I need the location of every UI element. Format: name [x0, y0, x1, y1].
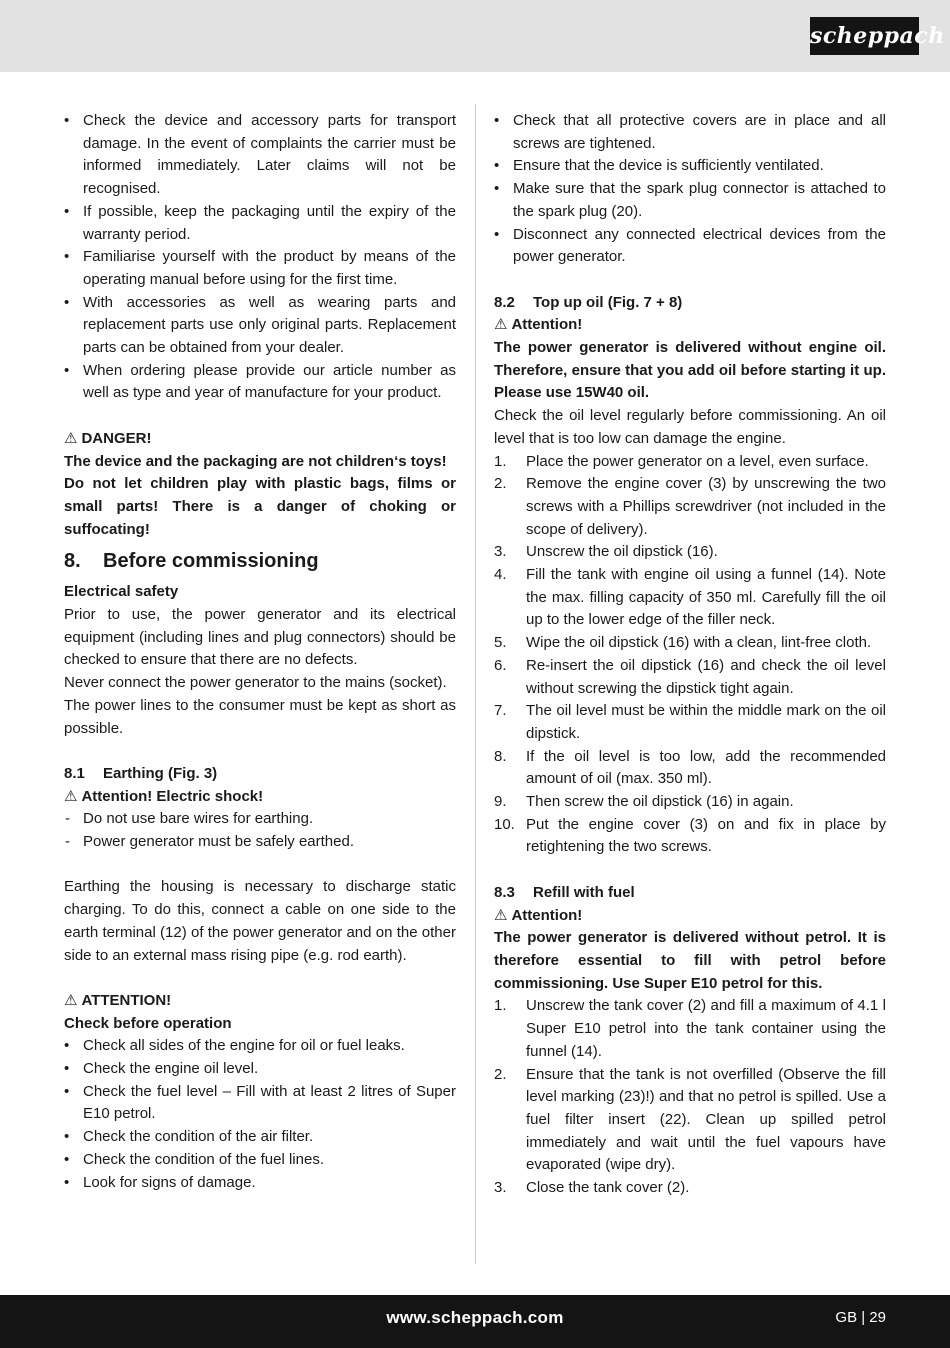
list-item: - Power generator must be safely earthed.	[64, 831, 456, 854]
list-item: 1. Place the power generator on a level, even surface.	[494, 452, 869, 470]
list-item: • Disconnect any connected electrical devices from the power generator.	[494, 224, 886, 269]
oil-warning: ⚠ Attention!	[494, 314, 886, 337]
list-item: • Check the condition of the air filter.	[64, 1126, 456, 1149]
check-bullet-list-continued	[494, 110, 886, 269]
list-item: • Check the device and accessory parts for transport damage. In the event of complaints the carrier must be informed immediately. Later claims will not be recognised.	[64, 110, 456, 201]
list-item: • Check that all protective covers are in place and all screws are tightened.	[494, 110, 886, 155]
section-heading	[64, 547, 456, 575]
danger-heading: ⚠ DANGER!	[64, 428, 456, 451]
right-column	[494, 110, 886, 1200]
list-item: 4. Fill the tank with engine oil using a funnel (14). Note the max. filling capacity of 350 ml. Carefully fill the oil up to the lower edge of the filler neck.	[494, 566, 886, 629]
list-item: • Familiarise yourself with the product by means of the operating manual before using for the first time.	[64, 246, 456, 291]
attention-heading: ⚠ ATTENTION!	[64, 990, 456, 1013]
list-item: 5. Wipe the oil dipstick (16) with a clean, lint-free cloth.	[494, 634, 872, 652]
paragraph: Prior to use, the power generator and its electrical equipment (including lines and plug connectors) should be checked to ensure that there are no defects.	[64, 606, 456, 669]
footer-website-link[interactable]: www.scheppach.com	[386, 1308, 564, 1327]
fuel-bold-text: The power generator is delivered without petrol. It is therefore essential to fill with petrol before commissioning. Use Super E10 petrol for this.	[494, 929, 886, 992]
list-item: 3. Unscrew the oil dipstick (16).	[494, 543, 718, 561]
paragraph: Never connect the power generator to the mains (socket).	[64, 674, 447, 692]
list-item: • Check the fuel level – Fill with at least 2 litres of Super E10 petrol.	[64, 1081, 456, 1126]
section-title: Before commissioning	[103, 550, 319, 573]
list-item: 2. Remove the engine cover (3) by unscrewing the two screws with a Phillips screwdriver (not included in the scope of delivery).	[494, 475, 886, 538]
electrical-safety-heading: Electrical safety	[64, 583, 179, 601]
list-item: - Do not use bare wires for earthing.	[64, 808, 456, 831]
earthing-warning: ⚠ Attention! Electric shock!	[64, 786, 456, 809]
fuel-steps-list	[494, 995, 886, 1199]
warning-triangle-icon: ⚠	[64, 991, 78, 1009]
list-item: 2. Ensure that the tank is not overfilled (Observe the fill level marking (23)!) and that no petrol is spilled. Use a fuel filter insert (22). Clean up spilled petrol immediately and wait until the fuel vapours have evaporated (wipe dry).	[494, 1065, 886, 1174]
warning-triangle-icon: ⚠	[64, 429, 78, 447]
list-item: 10. Put the engine cover (3) on and fix in place by retightening the two screws.	[494, 815, 886, 856]
paragraph: The power lines to the consumer must be kept as short as possible.	[64, 696, 456, 737]
list-item: • With accessories as well as wearing parts and replacement parts use only original parts. Replacement parts can be obtained from your dealer.	[64, 292, 456, 360]
list-item: 8. If the oil level is too low, add the recommended amount of oil (max. 350 ml).	[494, 747, 886, 788]
list-item: 6. Re-insert the oil dipstick (16) and check the oil level without screwing the dipstick tight again.	[494, 656, 886, 697]
warning-triangle-icon: ⚠	[494, 316, 508, 334]
brand-logo: scheppach	[810, 17, 919, 55]
intro-bullet-list	[64, 110, 456, 405]
list-item: 3. Close the tank cover (2).	[494, 1179, 690, 1197]
warning-triangle-icon: ⚠	[64, 787, 78, 805]
warning-triangle-icon: ⚠	[494, 906, 508, 924]
column-divider	[475, 104, 476, 1264]
page-number: GB | 29	[835, 1309, 886, 1326]
list-item: • Make sure that the spark plug connector is attached to the spark plug (20).	[494, 178, 886, 223]
check-before-operation-heading: Check before operation	[64, 1014, 232, 1032]
subsection-heading-earthing: 8.1 Earthing (Fig. 3)	[64, 764, 218, 782]
danger-text: Do not let children play with plastic bags, films or small parts! There is a danger of choking or suffocating!	[64, 475, 456, 538]
list-item: 9. Then screw the oil dipstick (16) in again.	[494, 793, 794, 811]
footer-bar	[0, 1295, 950, 1348]
list-item: • Ensure that the device is sufficiently ventilated.	[494, 155, 886, 178]
fuel-warning: ⚠ Attention!	[494, 905, 886, 928]
oil-steps-list	[494, 451, 886, 860]
subsection-heading-oil: 8.2 Top up oil (Fig. 7 + 8)	[494, 293, 683, 311]
list-item: • Check all sides of the engine for oil or fuel leaks.	[64, 1035, 456, 1058]
list-item: • Check the condition of the fuel lines.	[64, 1149, 456, 1172]
list-item: • When ordering please provide our article number as well as type and year of manufacture for your product.	[64, 360, 456, 405]
list-item: 7. The oil level must be within the middle mark on the oil dipstick.	[494, 702, 886, 742]
section-number: 8.	[64, 550, 81, 573]
oil-bold-text: The power generator is delivered without engine oil. Therefore, ensure that you add oil before starting it up. Please use 15W40 oil.	[494, 339, 886, 402]
earthing-dash-list	[64, 808, 456, 853]
header-band	[0, 0, 950, 72]
list-item: • Look for signs of damage.	[64, 1172, 456, 1195]
list-item: 1. Unscrew the tank cover (2) and fill a maximum of 4.1 l Super E10 petrol into the tank container using the funnel (14).	[494, 997, 886, 1060]
danger-text: The device and the packaging are not children‘s toys!	[64, 452, 447, 470]
paragraph: Check the oil level regularly before commissioning. An oil level that is too low can damage the engine.	[494, 407, 886, 447]
paragraph: Earthing the housing is necessary to discharge static charging. To do this, connect a cable on one side to the earth terminal (12) of the power generator and on the other side to an external mass rising pipe (e.g. rod earth).	[64, 878, 456, 964]
list-item: • If possible, keep the packaging until the expiry of the warranty period.	[64, 201, 456, 246]
left-column	[64, 110, 456, 1194]
subsection-heading-fuel: 8.3 Refill with fuel	[494, 883, 635, 901]
list-item: • Check the engine oil level.	[64, 1058, 456, 1081]
check-bullet-list	[64, 1035, 456, 1194]
